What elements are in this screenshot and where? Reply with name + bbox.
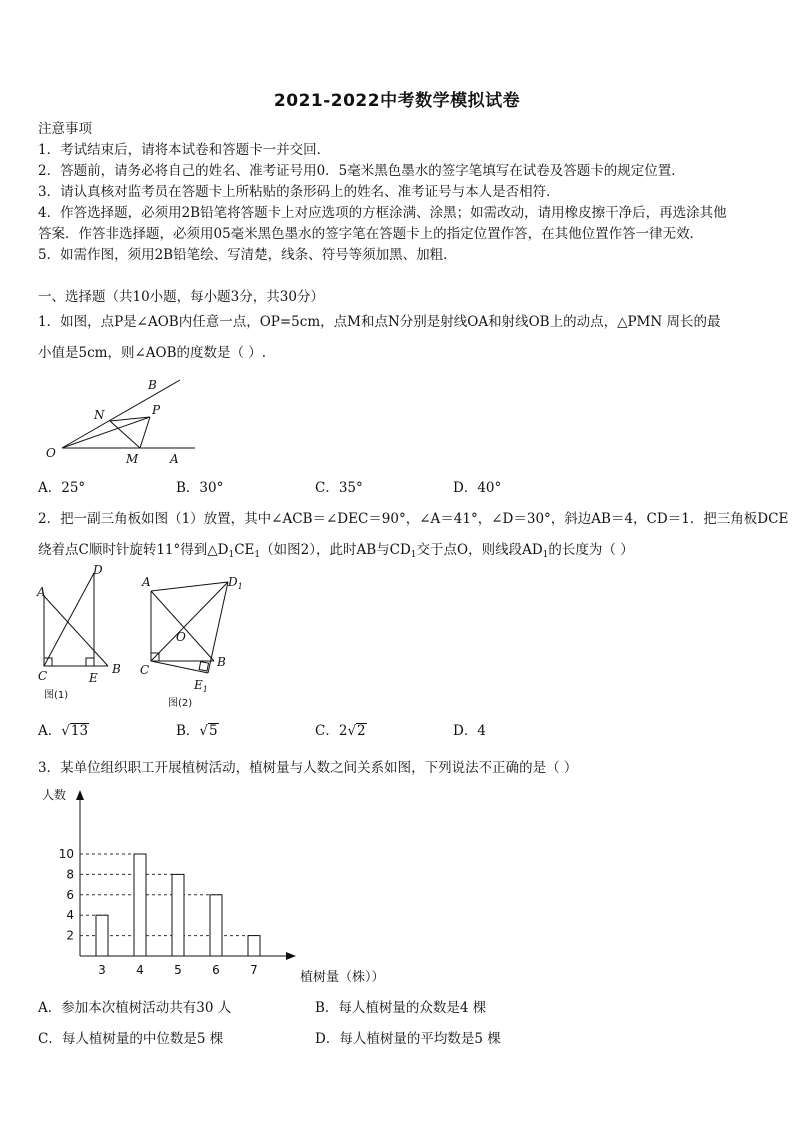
- fig1-label-e: E: [89, 671, 98, 685]
- q2-option-d: D．4: [453, 723, 486, 739]
- fig1-caption: 图(1): [44, 690, 69, 701]
- y-tick-8: 8: [66, 867, 74, 882]
- q1-option-b: B．30°: [176, 480, 224, 496]
- bar-3: [96, 915, 108, 956]
- q3-text-line1: 3．某单位组织职工开展植树活动，植树量与人数之间关系如图，下列说法不正确的是（ ）: [38, 760, 578, 776]
- x-tick-7: 7: [250, 963, 258, 977]
- bar-7: [248, 936, 260, 956]
- q1-option-d: D．40°: [453, 480, 502, 496]
- x-tick-5: 5: [174, 963, 182, 977]
- notice-item-2: 2．答题前，请务必将自己的姓名、准考证号用0．5毫米黑色墨水的签字笔填写在试卷及答题卡的规定位置．: [38, 163, 685, 179]
- notice-item-4: 4．作答选择题，必须用2B铅笔将答题卡上对应选项的方框涂满、涂黑；如需改动，请用橡皮擦干净后，再选涂其他: [38, 205, 727, 221]
- label-b: B: [148, 378, 157, 392]
- x-tick-4: 4: [136, 963, 144, 977]
- segment-nm: [110, 421, 140, 448]
- q3-option-c: C．每人植树量的中位数是5 棵: [38, 1031, 224, 1047]
- notice-item-5: 5．如需作图，须用2B铅笔绘、写清楚，线条、符号等须加黑、加粗．: [38, 247, 457, 263]
- y-tick-10: 10: [58, 847, 74, 861]
- x-axis-arrow: [286, 952, 296, 960]
- label-m: M: [126, 452, 139, 466]
- fig1-label-b: B: [112, 662, 121, 676]
- fig2-label-e1: $E_1$: [194, 678, 208, 694]
- q2-text-line1: 2．把一副三角板如图（1）放置，其中∠ACB＝∠DEC＝90°，∠A＝41°，∠D＝30°，斜边AB＝4，CD＝1．把三角板DCE: [38, 511, 789, 527]
- q2-option-a: A．√13: [38, 723, 89, 739]
- q3-option-b: B．每人植树量的众数是4 棵: [315, 1000, 487, 1016]
- y-tick-4: 4: [66, 908, 74, 923]
- q1-option-c: C．35°: [315, 480, 363, 496]
- fig2-label-d1: $D_1$: [228, 575, 243, 591]
- q1-option-a: A．25°: [38, 480, 86, 496]
- q1-text-line1: 1．如图，点P是∠AOB内任意一点，OP=5cm，点M和点N分别是射线OA和射线OB上的动点，△PMN 周长的最: [38, 314, 721, 330]
- q3-option-d: D．每人植树量的平均数是5 棵: [315, 1031, 501, 1047]
- y-axis-label: 人数: [42, 788, 67, 802]
- x-tick-6: 6: [212, 963, 220, 977]
- fig2-label-b: B: [217, 655, 226, 669]
- bar-6: [210, 895, 222, 956]
- label-n: N: [94, 408, 105, 422]
- q2-figure-1: [36, 563, 126, 708]
- q1-figure: [40, 372, 210, 472]
- bar-4: [134, 854, 146, 956]
- y-tick-2: 2: [66, 928, 74, 943]
- y-tick-6: 6: [66, 887, 74, 902]
- q2-figure-2: [138, 566, 248, 711]
- q3-bar-chart: [30, 782, 400, 992]
- label-p: P: [152, 403, 161, 417]
- segment-pm: [140, 417, 150, 448]
- notice-item-3: 3．请认真核对监考员在答题卡上所粘贴的条形码上的姓名、准考证号与本人是否相符．: [38, 184, 560, 200]
- fig2-caption: 图(2): [168, 698, 193, 709]
- q1-text-line2: 小值是5cm，则∠AOB的度数是（ ）.: [38, 345, 267, 361]
- page-title: 2021-2022中考数学模拟试卷: [273, 91, 521, 111]
- y-axis-arrow: [76, 790, 84, 800]
- fig2-label-o: O: [176, 630, 186, 644]
- notice-item-1: 1．考试结束后，请将本试卷和答题卡一并交回．: [38, 142, 331, 158]
- section-heading: 一、选择题（共10小题，每小题3分，共30分）: [38, 289, 324, 305]
- notice-heading: 注意事项: [38, 121, 92, 137]
- q2-text-line2: 绕着点C顺时针旋转11°得到$\triangle D_1CE_1$（如图2），此时AB与$CD_1$交于点O，则线段$AD_1$的长度为（ ）: [38, 542, 634, 560]
- segment-op: [62, 417, 150, 448]
- x-tick-3: 3: [98, 963, 106, 977]
- fig1-label-a: A: [37, 585, 46, 599]
- fig2-label-a: A: [142, 575, 151, 589]
- fig1-label-d: D: [93, 563, 103, 577]
- x-axis-label: 植树量（株））: [300, 970, 385, 985]
- bar-5: [172, 874, 184, 956]
- q2-option-b: B．√5: [176, 723, 218, 739]
- fig1-label-c: C: [38, 669, 48, 683]
- notice-item-4-cont: 答案．作答非选择题，必须用05毫米黑色墨水的签字笔在答题卡上的指定位置作答，在其他位置作答一律无效．: [38, 226, 704, 242]
- q2-option-c: C．2√2: [315, 723, 366, 739]
- fig2-label-c: C: [140, 663, 150, 677]
- label-a: A: [170, 452, 179, 466]
- ray-ob: [62, 380, 180, 448]
- q3-option-a: A．参加本次植树活动共有30 人: [38, 1000, 232, 1016]
- label-o: O: [46, 446, 56, 460]
